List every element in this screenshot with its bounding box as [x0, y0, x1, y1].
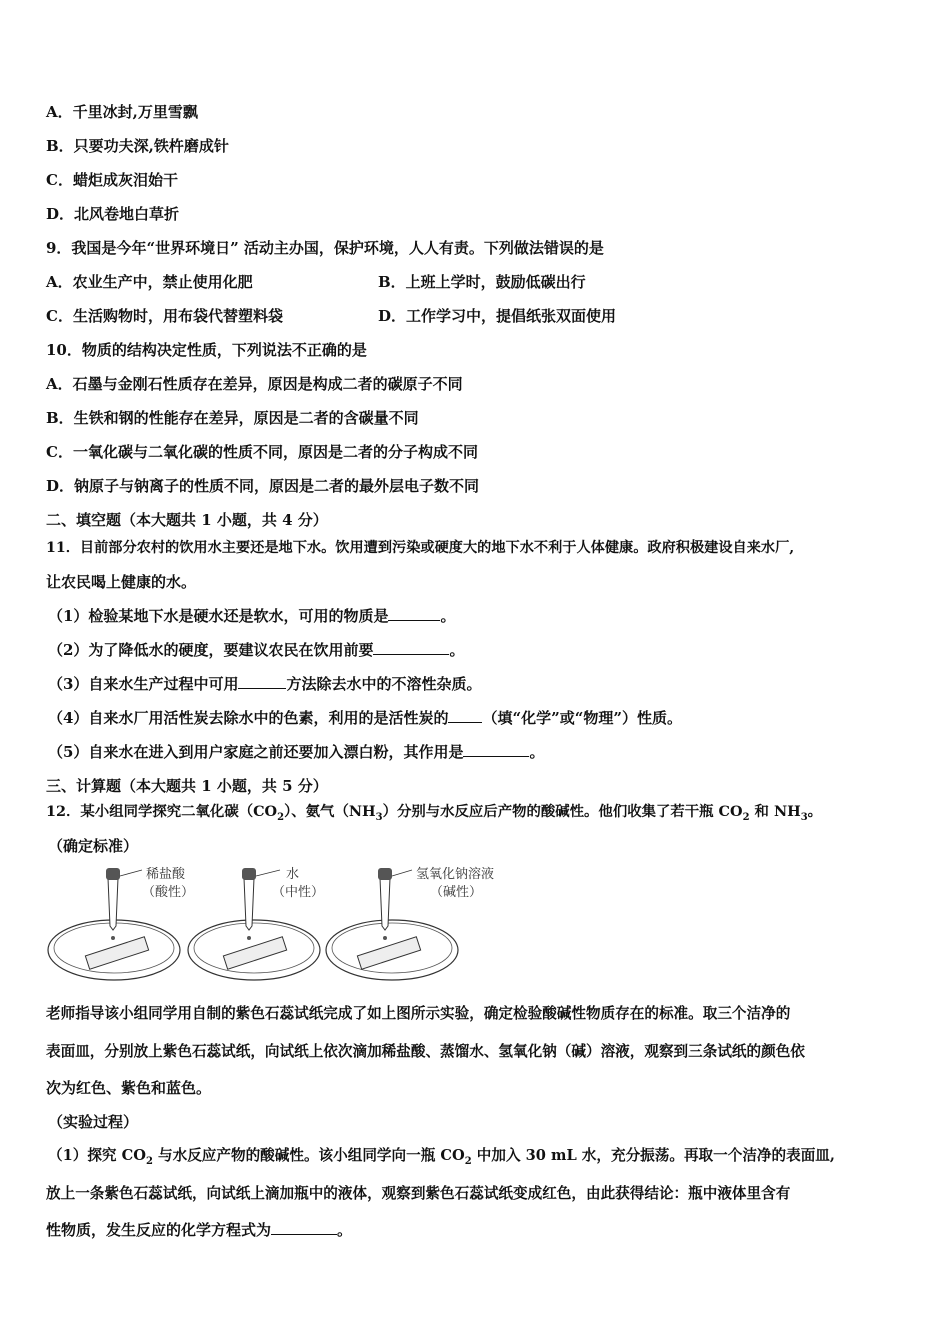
- q9-option-c: C．生活购物时，用布袋代替塑料袋: [46, 307, 283, 325]
- q12-part1-line1-a: （1）探究 CO: [48, 1147, 146, 1164]
- q8-option-b: B．只要功夫深,铁杵磨成针: [46, 137, 229, 155]
- q12-stem-part-c: ）分别与水反应后产物的酸碱性。他们收集了若干瓶 CO: [382, 803, 743, 820]
- dropper-2-property: （中性）: [272, 885, 325, 900]
- q12-stem: [46, 802, 822, 828]
- dropper-1-name: 稀盐酸: [146, 867, 186, 882]
- q11-part2-end: 。: [449, 641, 465, 659]
- q11-part4: [48, 708, 682, 728]
- q12-part1-line2: 放上一条紫色石蕊试纸，向试纸上滴加瓶中的液体，观察到紫色石蕊试纸变成红色，由此获得结论：瓶中液体里含有: [46, 1185, 791, 1202]
- q11-part5-text: （5）自来水在进入到用户家庭之前还要加入漂白粉，其作用是: [48, 743, 464, 761]
- q8-option-c: C．蜡炬成灰泪始干: [46, 171, 178, 189]
- q9-option-b: B．上班上学时，鼓励低碳出行: [378, 273, 586, 291]
- q12-stem-part-e: 。: [807, 803, 823, 820]
- dropper-1-property: （酸性）: [142, 885, 195, 900]
- q12-part1-line3: [46, 1220, 352, 1240]
- q12-part1-sub-a: 2: [145, 1155, 153, 1167]
- q11-part2-blank[interactable]: [373, 640, 449, 655]
- q11-part1-blank[interactable]: [388, 606, 440, 621]
- q12-stem-sub-c: 2: [742, 811, 750, 823]
- q12-stem-part-a: 12．某小组同学探究二氧化碳（CO: [46, 803, 278, 820]
- q12-part1-sub-b: 2: [464, 1155, 472, 1167]
- q11-part3-blank[interactable]: [238, 674, 286, 689]
- q12-part1-line1: [48, 1146, 835, 1172]
- q11-part1-text: （1）检验某地下水是硬水还是软水，可用的物质是: [48, 607, 389, 625]
- section2-heading: 二、填空题（本大题共 1 小题，共 4 分）: [46, 511, 328, 529]
- q12-stem-sub-d: 3: [800, 811, 808, 823]
- q9-option-d: D．工作学习中，提倡纸张双面使用: [378, 307, 617, 325]
- q9-stem: 9．我国是今年“世界环境日” 活动主办国，保护环境，人人有责。下列做法错误的是: [46, 239, 604, 257]
- dropper-2-name: 水: [286, 867, 300, 882]
- q11-part4-text: （4）自来水厂用活性炭去除水中的色素，利用的是活性炭的: [48, 709, 449, 727]
- q11-part2: [48, 640, 464, 660]
- q11-stem-line1: 11．目前部分农村的饮用水主要还是地下水。饮用遭到污染或硬度大的地下水不利于人体健康。政府积极建设自来水厂,: [46, 540, 795, 556]
- q10-option-d: D．钠原子与钠离子的性质不同，原因是二者的最外层电子数不同: [46, 477, 480, 495]
- dropper-3-property: （碱性）: [430, 885, 483, 900]
- q12-desc-line2: 表面皿，分别放上紫色石蕊试纸，向试纸上依次滴加稀盐酸、蒸馏水、氢氧化钠（碱）溶液，观察到三条试纸的颜色依: [46, 1043, 805, 1060]
- q12-part1-line3-end: 。: [337, 1221, 353, 1239]
- q11-part5-blank[interactable]: [463, 742, 529, 757]
- q8-option-d: D．北风卷地白草折: [46, 205, 180, 223]
- q11-part1: [48, 606, 455, 626]
- q11-part1-end: 。: [440, 607, 456, 625]
- q12-part1-line1-b: 与水反应产物的酸碱性。该小组同学向一瓶 CO: [152, 1147, 465, 1164]
- q11-part5-end: 。: [529, 743, 545, 761]
- q12-standard-label: （确定标准）: [48, 837, 139, 855]
- q11-part4-blank[interactable]: [448, 708, 482, 723]
- q12-desc-line3: 次为红色、紫色和蓝色。: [46, 1079, 212, 1097]
- q10-option-c: C．一氧化碳与二氧化碳的性质不同，原因是二者的分子构成不同: [46, 443, 478, 461]
- q12-stem-sub-a: 2: [277, 811, 285, 823]
- q10-stem: 10．物质的结构决定性质，下列说法不正确的是: [46, 341, 367, 359]
- dropper-3-bulb: [378, 868, 392, 880]
- q12-part1-line3-text: 性物质，发生反应的化学方程式为: [46, 1221, 272, 1239]
- q12-stem-sub-b: 3: [375, 811, 383, 823]
- q12-process-label: （实验过程）: [48, 1113, 139, 1131]
- q10-option-b: B．生铁和钢的性能存在差异，原因是二者的含碳量不同: [46, 409, 419, 427]
- dropper-1-bulb: [106, 868, 120, 880]
- q11-part3: [48, 674, 481, 694]
- section3-heading: 三、计算题（本大题共 1 小题，共 5 分）: [46, 777, 328, 795]
- q12-part1-line1-c: 中加入 30 mL 水，充分振荡。再取一个洁净的表面皿,: [471, 1147, 835, 1164]
- q12-stem-part-b: ）、氨气（NH: [284, 803, 376, 820]
- litmus-experiment-figure: [46, 858, 546, 990]
- q12-equation-blank[interactable]: [271, 1220, 337, 1235]
- q9-options-row1: [46, 272, 906, 292]
- q9-option-a: A．农业生产中，禁止使用化肥: [46, 273, 253, 291]
- q12-stem-part-d: 和 NH: [749, 803, 801, 820]
- q9-options-row2: [46, 306, 906, 326]
- dropper-3-name: 氢氧化钠溶液: [416, 867, 495, 882]
- q11-part4-end: （填“化学”或“物理”）性质。: [482, 709, 682, 727]
- q11-stem-line2: 让农民喝上健康的水。: [46, 573, 197, 591]
- q11-part3-end: 方法除去水中的不溶性杂质。: [286, 675, 482, 693]
- q8-option-a: A．千里冰封,万里雪飘: [46, 103, 198, 121]
- q10-option-a: A．石墨与金刚石性质存在差异，原因是构成二者的碳原子不同: [46, 375, 463, 393]
- q11-part2-text: （2）为了降低水的硬度，要建议农民在饮用前要: [48, 641, 374, 659]
- dropper-2-bulb: [242, 868, 256, 880]
- q11-part3-text: （3）自来水生产过程中可用: [48, 675, 239, 693]
- q12-desc-line1: 老师指导该小组同学用自制的紫色石蕊试纸完成了如上图所示实验，确定检验酸碱性物质存在的标准。取三个洁净的: [46, 1005, 791, 1022]
- q11-part5: [48, 742, 544, 762]
